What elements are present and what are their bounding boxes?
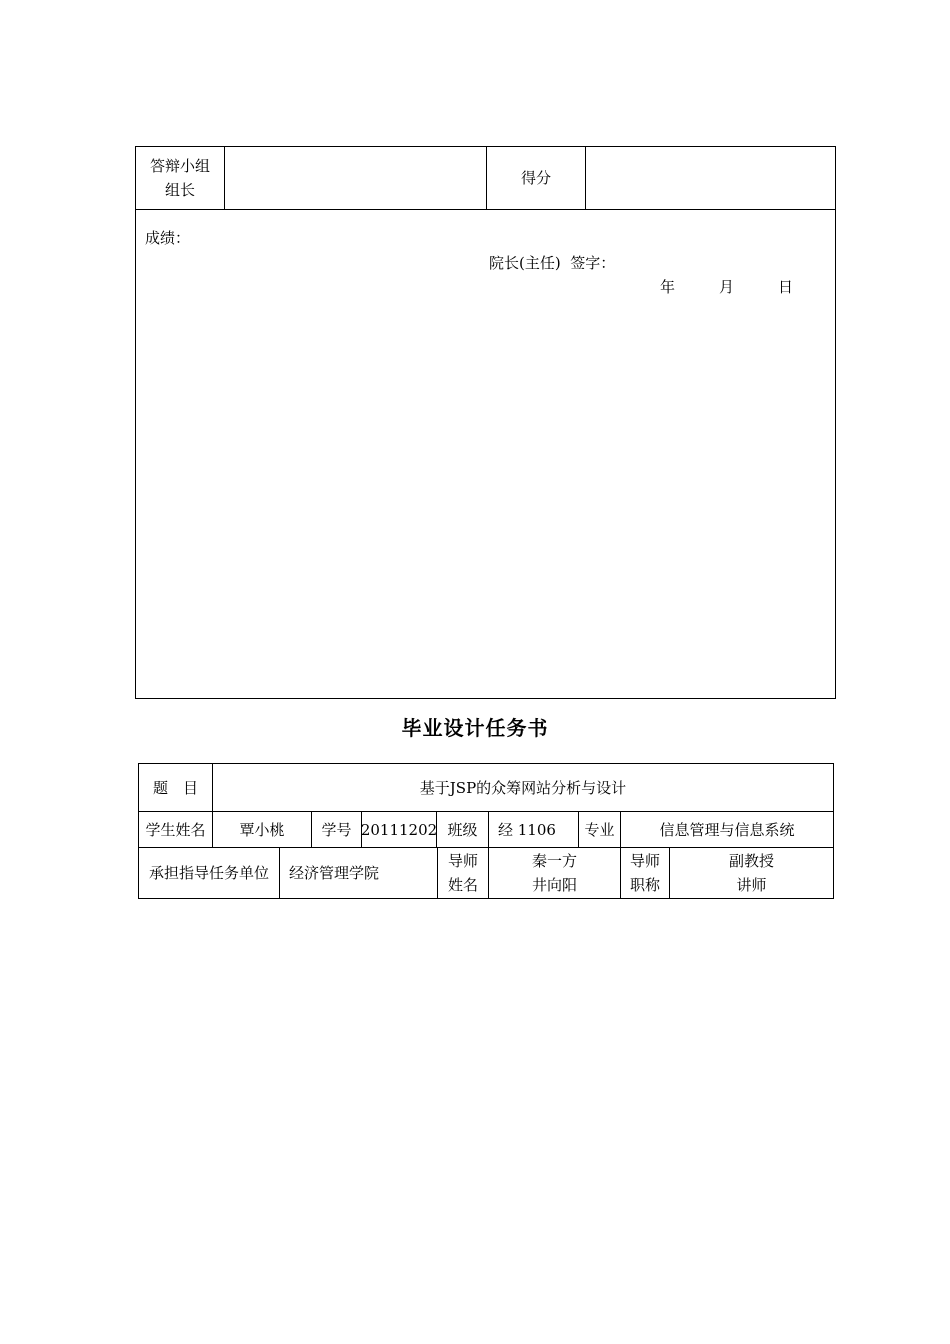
table-row-advisor xyxy=(139,848,833,898)
student-id-label-cell xyxy=(312,812,362,847)
result-label: 成绩： xyxy=(145,229,191,247)
table-row-topic xyxy=(139,764,833,812)
student-name-value-cell xyxy=(213,812,312,847)
class-label: 班级 xyxy=(447,820,478,839)
signature-date xyxy=(660,276,793,297)
topic-value: 基于JSP的众筹网站分析与设计 xyxy=(419,778,627,797)
advisor-title-2: 讲师 xyxy=(736,876,767,894)
student-name-value: 覃小桃 xyxy=(239,820,285,839)
score-label: 得分 xyxy=(520,169,551,187)
date-month-label: 月 xyxy=(719,278,735,296)
advisor-title-value-cell xyxy=(670,848,833,898)
advisor-title-label-line1: 导师 xyxy=(629,852,660,870)
grading-block xyxy=(135,146,836,699)
major-label: 专业 xyxy=(584,820,615,839)
advisor-name-label-line1: 导师 xyxy=(447,852,478,870)
student-id-value: 20111202 xyxy=(360,820,438,839)
leader-label-line1: 答辩小组 xyxy=(149,157,210,175)
advisor-name-value-cell xyxy=(489,848,621,898)
advisor-name-2: 井向阳 xyxy=(531,876,577,894)
advisor-name-label-line2: 姓名 xyxy=(447,876,478,894)
advisor-title-label-line2: 职称 xyxy=(629,876,660,894)
major-label-cell xyxy=(579,812,621,847)
advisor-name-1: 秦一方 xyxy=(531,852,577,870)
advisor-name-label-cell xyxy=(438,848,489,898)
leader-value-cell xyxy=(225,147,487,209)
student-id-value-cell xyxy=(362,812,437,847)
dean-signature-label: 院长(主任) 签字： xyxy=(489,254,616,272)
score-label-cell xyxy=(487,147,586,209)
class-label-cell xyxy=(437,812,489,847)
unit-label: 承担指导任务单位 xyxy=(148,864,269,882)
major-value: 信息管理与信息系统 xyxy=(659,820,795,839)
page-title: 毕业设计任务书 xyxy=(401,716,549,740)
unit-value: 经济管理学院 xyxy=(289,864,380,882)
date-year-label: 年 xyxy=(660,278,676,296)
topic-label-cell xyxy=(139,764,213,811)
class-value: 经 1106 xyxy=(498,820,556,839)
grading-header-row xyxy=(136,147,835,210)
student-name-label-cell xyxy=(139,812,213,847)
leader-label-cell xyxy=(136,147,225,209)
topic-label: 题 目 xyxy=(152,778,198,797)
student-name-label: 学生姓名 xyxy=(145,820,206,839)
advisor-title-label-cell xyxy=(621,848,670,898)
student-id-label: 学号 xyxy=(321,820,352,839)
topic-value-cell xyxy=(213,764,833,811)
table-row-student xyxy=(139,812,833,848)
major-value-cell xyxy=(621,812,833,847)
advisor-title-1: 副教授 xyxy=(728,852,774,870)
score-value-cell xyxy=(586,147,835,209)
task-table xyxy=(138,763,834,899)
unit-label-cell xyxy=(139,848,280,898)
class-value-cell xyxy=(489,812,579,847)
leader-label-line2: 组长 xyxy=(164,181,195,199)
unit-value-cell xyxy=(280,848,438,898)
date-day-label: 日 xyxy=(778,278,794,296)
